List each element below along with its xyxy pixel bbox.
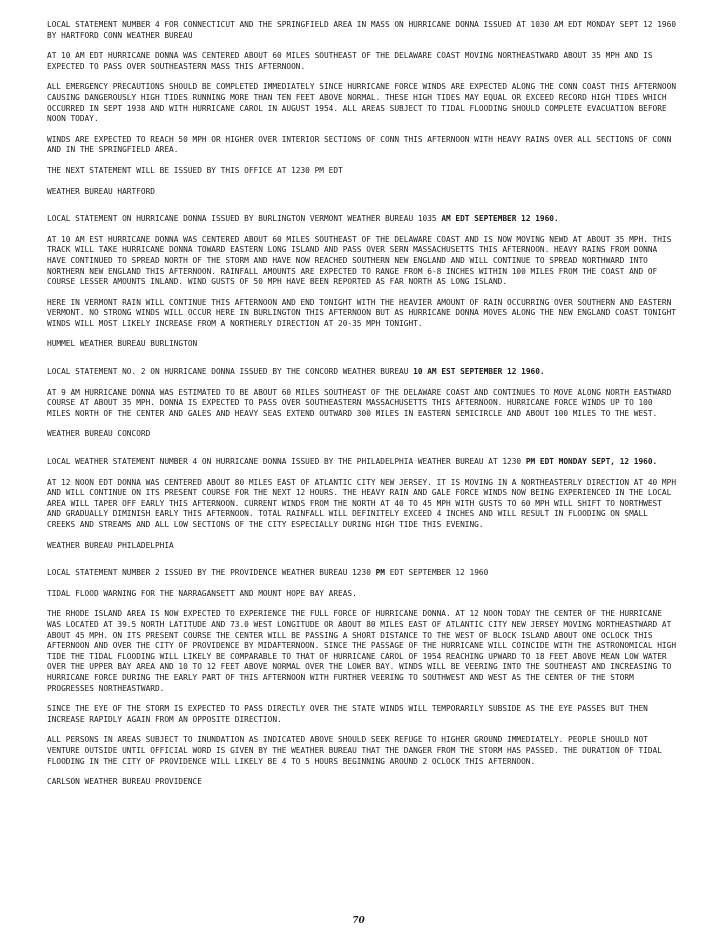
providence-paragraph-3: ALL PERSONS IN AREAS SUBJECT TO INUNDATION AS INDICATED ABOVE SHOULD SEEK REFUGE TO HIGHER GROUND IMMEDIATELY. PEOPLE SHOULD NOT VENTURE OUTSIDE UNTIL OFFICIAL WORD IS GIVEN BY THE WEATHER BUREAU THAT THE DANGER FROM THE STORM HAS PASSED. THE DURATION OF TIDAL FLOODING IN THE CITY OF PROVIDENCE WILL LIKELY BE 4 TO 5 HOURS BEGINNING AROUND 2 OCLOCK THIS AFTERNOON. (47, 735, 662, 766)
concord-header-date: 10 AM EST SEPTEMBER 12 1960. (413, 367, 545, 377)
document-page (47, 20, 679, 788)
philadelphia-statement-header (47, 457, 679, 468)
burlington-signature: HUMMEL WEATHER BUREAU BURLINGTON (47, 339, 198, 349)
concord-header-text: LOCAL STATEMENT NO. 2 ON HURRICANE DONNA ISSUED BY THE CONCORD WEATHER BUREAU (47, 367, 409, 377)
hartford-paragraph-1: AT 10 AM EDT HURRICANE DONNA WAS CENTERED ABOUT 60 MILES SOUTHEAST OF THE DELAWARE COAST MOVING NORTHEASTWARD ABOUT 35 MPH AND IS EXPECTED TO PASS OVER SOUTHEASTERN MASS THIS AFTERNOON. (47, 51, 653, 71)
burlington-header-text: LOCAL STATEMENT ON HURRICANE DONNA ISSUED BY BURLINGTON VERMONT WEATHER BUREAU 1035 (47, 214, 437, 224)
philadelphia-signature: WEATHER BUREAU PHILADELPHIA (47, 540, 174, 550)
page-number: 70 (352, 916, 365, 926)
providence-header-pm: PM (375, 568, 385, 578)
providence-signature: CARLSON WEATHER BUREAU PROVIDENCE (47, 777, 202, 787)
burlington-statement-header (47, 214, 679, 225)
burlington-paragraph-1: AT 10 AM EST HURRICANE DONNA WAS CENTERED ABOUT 60 MILES SOUTHEAST OF THE DELAWARE COAST AND IS NOW MOVING NEWD AT ABOUT 35 MPH. THIS TRACK WILL TAKE HURRICANE DONNA TOWARD EASTERN LONG ISLAND AND PASS OVER SERN MASSACHUSETTS THIS AFTERNOON. HEAVY RAINS FROM DONNA HAVE CONTINUED TO SPREAD NORTH OF THE STORM AND HAVE NOW REACHED SOUTHERN NEW ENGLAND AND WILL CONTINUE TO SPREAD NORTHWARD INTO NORTHERN NEW ENGLAND THIS AFTERNOON. RAINFALL AMOUNTS ARE EXPECTED TO RANGE FROM 6-8 INCHES WITHIN 100 MILES FROM THE COAST AND OF COURSE LESSER AMOUNTS INLAND. WIND GUSTS OF 50 MPH HAVE BEEN REPORTED AS FAR NORTH AS LONG ISLAND. (47, 234, 672, 287)
concord-signature: WEATHER BUREAU CONCORD (47, 429, 151, 439)
hartford-paragraph-2: ALL EMERGENCY PRECAUTIONS SHOULD BE COMPLETED IMMEDIATELY SINCE HURRICANE FORCE WINDS ARE EXPECTED ALONG THE CONN COAST THIS AFTERNOON CAUSING DANGEROUSLY HIGH TIDES RUNNING MORE THAN TEN FEET ABOVE NORMAL. THESE HIGH TIDES MAY EQUAL OR EXCEED RECORD HIGH TIDES WHICH OCCURRED IN SEPT 1938 AND WITH HURRICANE CAROL IN AUGUST 1954. ALL AREAS SUBJECT TO TIDAL FLOODING SHOULD COMPLETE EVACUATION BEFORE NOON TODAY. (47, 82, 677, 124)
philadelphia-header-date: PM EDT MONDAY SEPT, 12 1960. (525, 457, 658, 467)
hartford-statement-header: LOCAL STATEMENT NUMBER 4 FOR CONNECTICUT AND THE SPRINGFIELD AREA IN MASS ON HURRICANE DONNA ISSUED AT 1030 AM EDT MONDAY SEPT 12 1960 BY HARTFORD CONN WEATHER BUREAU (47, 20, 677, 40)
hartford-signature: WEATHER BUREAU HARTFORD (47, 186, 155, 196)
hartford-paragraph-4: THE NEXT STATEMENT WILL BE ISSUED BY THIS OFFICE AT 1230 PM EDT (47, 165, 343, 175)
providence-header-date: EDT SEPTEMBER 12 1960 (389, 568, 489, 578)
providence-flood-warning: TIDAL FLOOD WARNING FOR THE NARRAGANSETT AND MOUNT HOPE BAY AREAS. (47, 588, 357, 598)
providence-paragraph-2: SINCE THE EYE OF THE STORM IS EXPECTED TO PASS DIRECTLY OVER THE STATE WINDS WILL TEMPORARILY SUBSIDE AS THE EYE PASSES BUT THEN INCREASE RAPIDLY AGAIN FROM AN OPPOSITE DIRECTION. (47, 704, 648, 724)
philadelphia-header-text: LOCAL WEATHER STATEMENT NUMBER 4 ON HURRICANE DONNA ISSUED BY THE PHILADELPHIA WEATHER BUREAU AT 1230 (47, 457, 522, 467)
burlington-header-date: AM EDT SEPTEMBER 12 1960. (441, 214, 559, 224)
philadelphia-paragraph-1: AT 12 NOON EDT DONNA WAS CENTERED ABOUT 80 MILES EAST OF ATLANTIC CITY NEW JERSEY. IT IS MOVING IN A NORTHEASTERLY DIRECTION AT 40 MPH AND WILL CONTINUE ON ITS PRESENT COURSE FOR THE NEXT 12 HOURS. THE HEAVY RAIN AND GALE FORCE WINDS NOW BEING EXPERIENCED IN THE LOCAL AREA WILL TAPER OFF EARLY THIS AFTERNOON. CURRENT WINDS FROM THE NORTH AT 40 TO 45 MPH WITH GUSTS TO 60 MPH WILL SHIFT TO NORTHWEST AND GRADUALLY DIMINISH EARLY THIS AFTERNOON. TOTAL RAINFALL WILL DEFINITELY EXCEED 4 INCHES AND WILL RESULT IN FLOODING ON SMALL CREEKS AND STREAMS AND ALL LOW SECTIONS OF THE CITY ESPECIALLY DURING HIGH TIDE THIS EVENING. (47, 477, 677, 529)
concord-statement-header (47, 367, 679, 378)
providence-paragraph-1: THE RHODE ISLAND AREA IS NOW EXPECTED TO EXPERIENCE THE FULL FORCE OF HURRICANE DONNA. AT 12 NOON TODAY THE CENTER OF THE HURRICANE WAS LOCATED AT 39.5 NORTH LATITUDE AND 73.0 WEST LONGITUDE OR ABOUT 80 MILES EAST OF ATLANTIC CITY NEW JERSEY MOVING NORTHEASTWARD AT ABOUT 45 MPH. ON ITS PRESENT COURSE THE CENTER WILL BE PASSING A SHORT DISTANCE TO THE WEST OF BLOCK ISLAND ABOUT ONE OCLOCK THIS AFTERNOON AND OVER THE CITY OF PROVIDENCE BY MIDAFTERNOON. SINCE THE PASSAGE OF THE HURRICANE WILL COINCIDE WITH THE ASTRONOMICAL HIGH TIDE THE TIDAL FLOODING WILL LIKELY BE COMPARABLE TO THAT OF HURRICANE CAROL OF 1954 REACHING UPWARD TO 18 FEET ABOVE MEAN LOW WATER OVER THE UPPER BAY AREA AND 10 TO 12 FEET ABOVE NORMAL OVER THE LOWER BAY. WINDS WILL BE VEERING INTO THE SOUTHEAST AND INCREASING TO HURRICANE FORCE DURING THE EARLY PART OF THIS AFTERNOON WITH FURTHER VEERING TO SOUTHWEST AND WEST AS THE CENTER OF THE STORM PROGRESSES NORTHEASTWARD. (47, 609, 677, 693)
providence-statement-header (47, 568, 679, 579)
burlington-paragraph-2: HERE IN VERMONT RAIN WILL CONTINUE THIS AFTERNOON AND END TONIGHT WITH THE HEAVIER AMOUNT OF RAIN OCCURRING OVER SOUTHERN AND EASTERN VERMONT. NO STRONG WINDS WILL OCCUR HERE IN BURLINGTON THIS AFTERNOON BUT AS HURRICANE DONNA MOVES ALONG THE NEW ENGLAND COAST TONIGHT WINDS WILL MOST LIKELY INCREASE FROM A NORTHERLY DIRECTION AT 20-35 MPH TONIGHT. (47, 297, 677, 328)
hartford-paragraph-3: WINDS ARE EXPECTED TO REACH 50 MPH OR HIGHER OVER INTERIOR SECTIONS OF CONN THIS AFTERNOON WITH HEAVY RAINS OVER ALL SECTIONS OF CONN AND IN THE SPRINGFIELD AREA. (47, 134, 672, 155)
providence-header-text: LOCAL STATEMENT NUMBER 2 ISSUED BY THE PROVIDENCE WEATHER BUREAU 1230 (47, 568, 371, 578)
concord-paragraph-1: AT 9 AM HURRICANE DONNA WAS ESTIMATED TO BE ABOUT 60 MILES SOUTHEAST OF THE DELAWARE COAST AND CONTINUES TO MOVE ALONG NORTH EASTWARD COURSE AT ABOUT 35 MPH. DONNA IS EXPECTED TO PASS OVER SOUTHEASTERN MASSACHUSETTS THIS AFTERNOON. HURRICANE FORCE WINDS UP TO 100 MILES NORTH OF THE CENTER AND GALES AND HEAVY SEAS EXTEND OUTWARD 300 MILES IN EASTERN SEMICIRCLE AND ABOUT 100 MILES TO THE WEST. (47, 387, 672, 418)
